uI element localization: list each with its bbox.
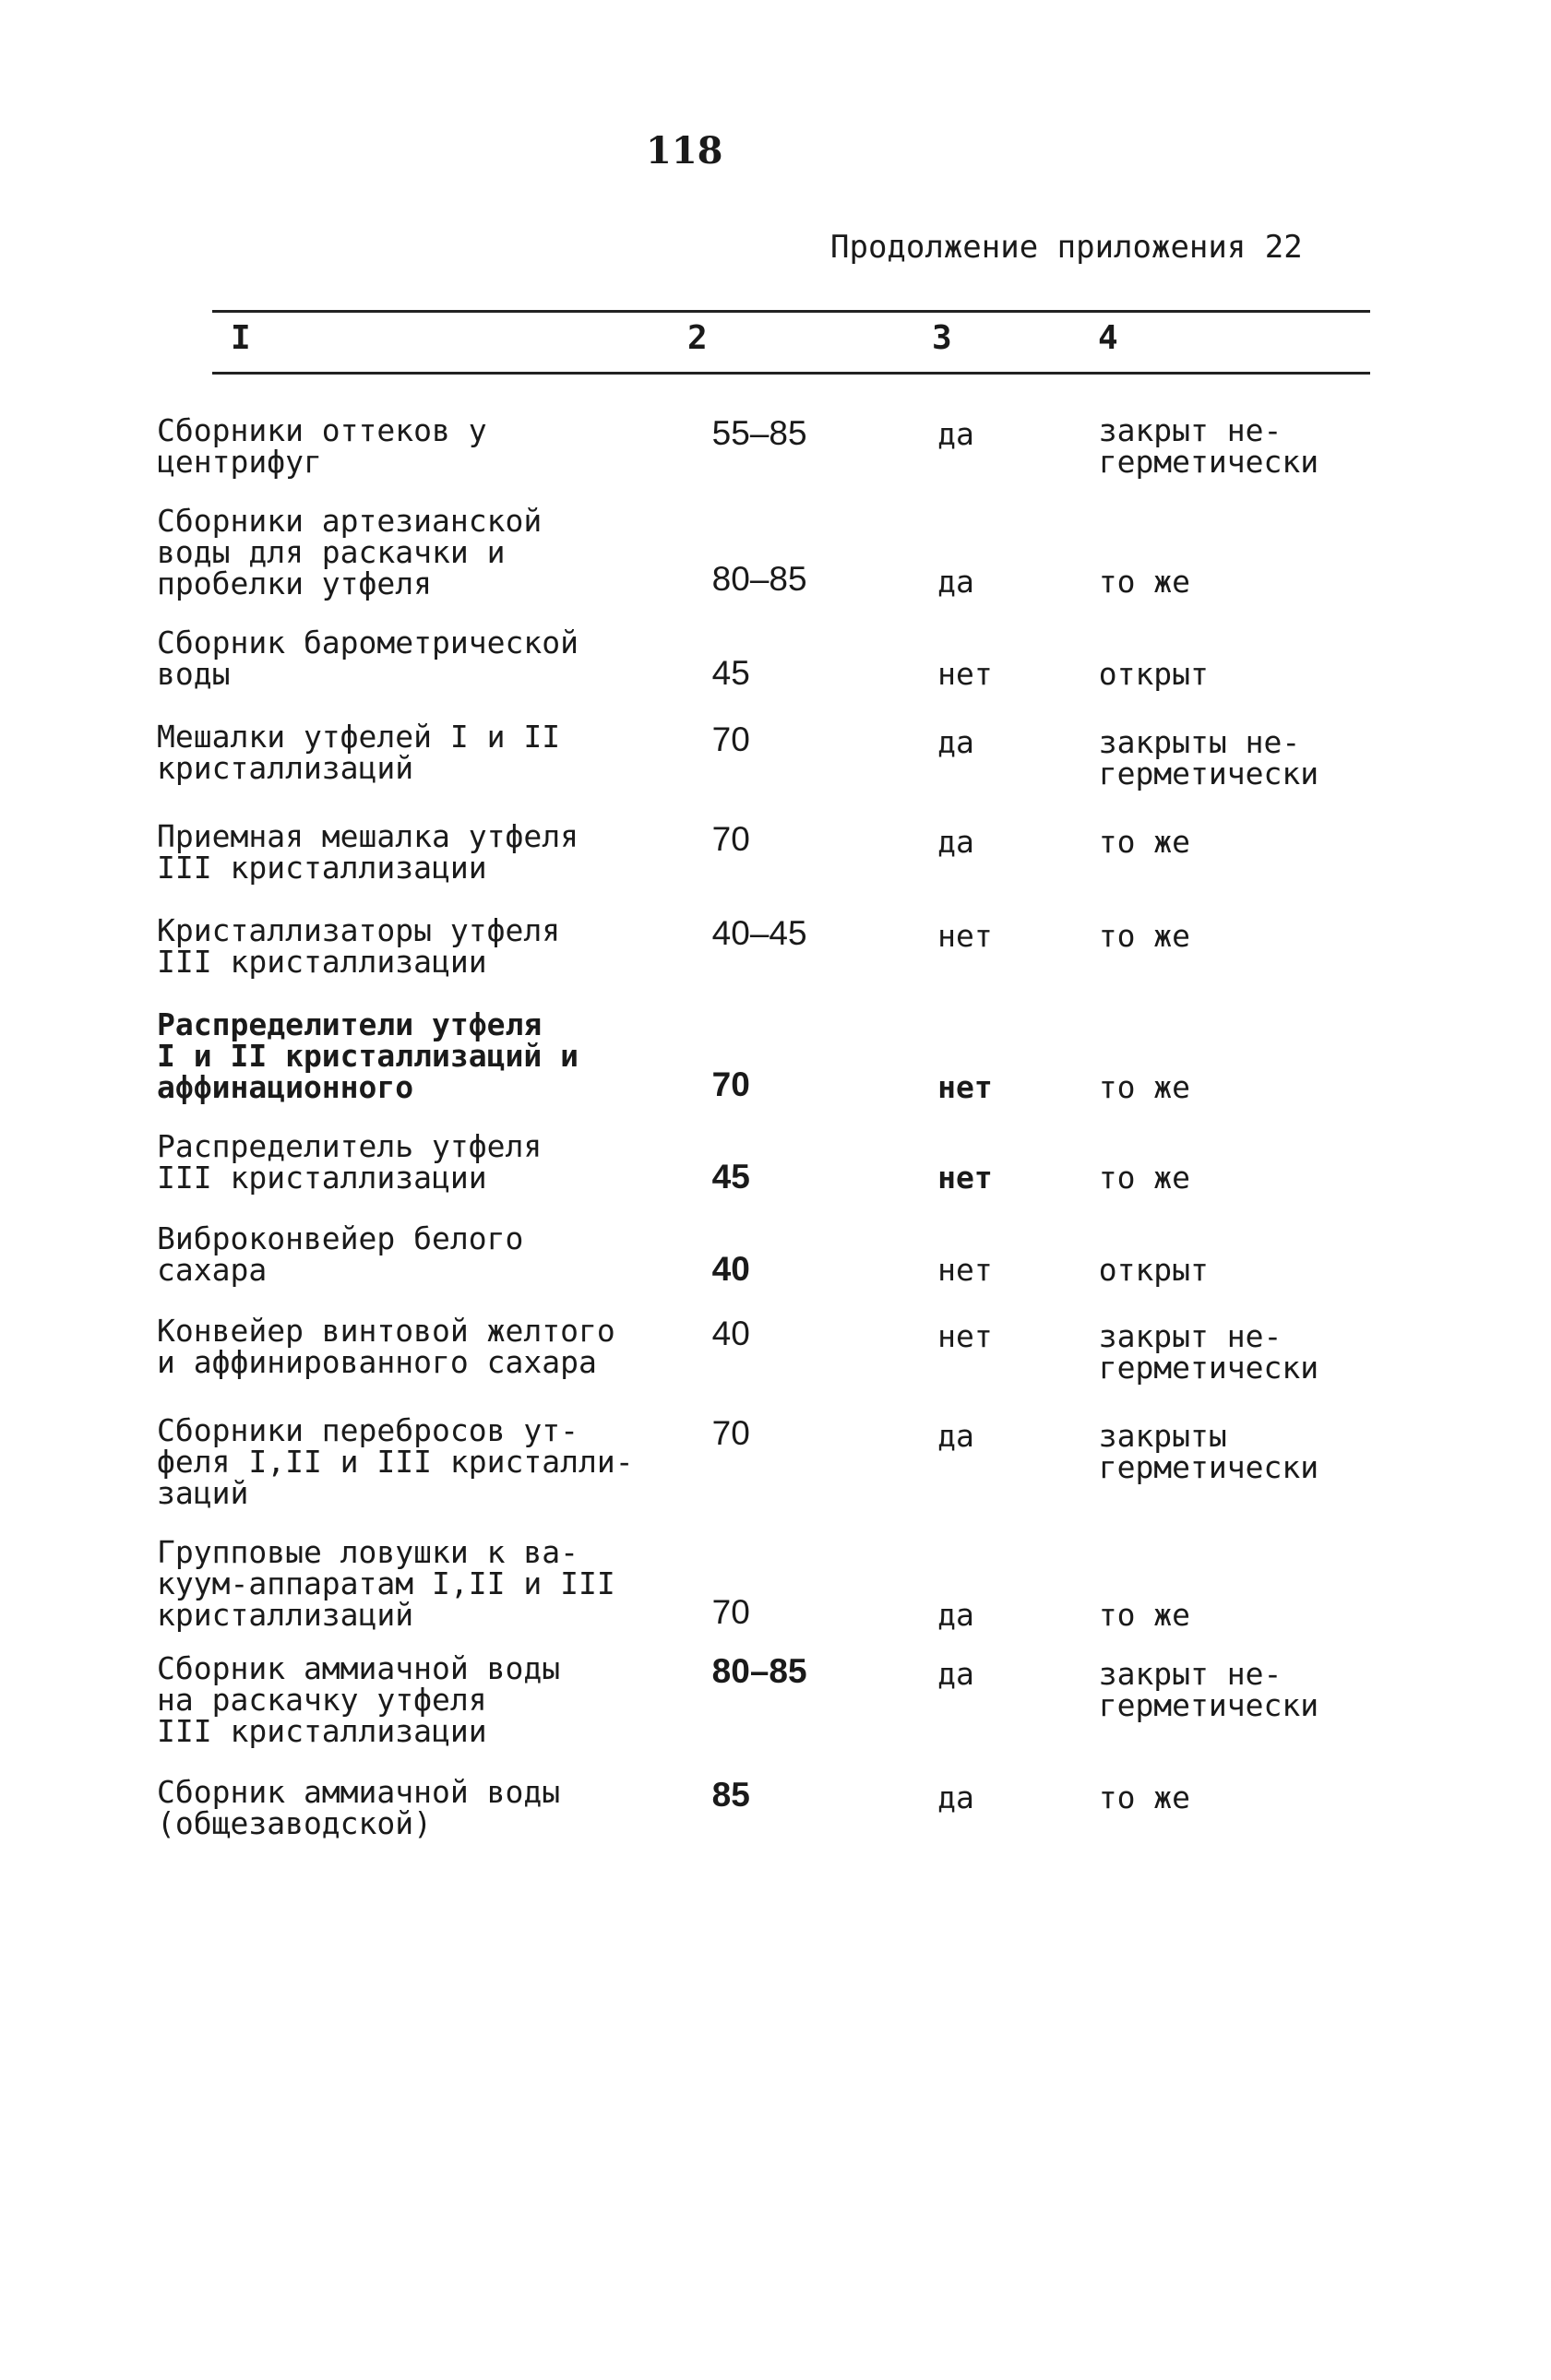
page-number: 118 <box>646 129 723 173</box>
item-note: то же <box>1098 918 1191 954</box>
item-temperature: 70 <box>711 720 750 758</box>
item-temperature: 80–85 <box>711 560 807 598</box>
item-name: Мешалки утфелей I и II кристаллизаций <box>157 719 561 786</box>
item-note: закрыт не- герметически <box>1098 1318 1319 1386</box>
item-note: открыт <box>1098 1252 1209 1288</box>
item-flag: нет <box>937 1318 993 1354</box>
item-name: Сборники артезианской воды для раскачки и пробелки утфеля <box>157 503 543 601</box>
item-flag: нет <box>937 656 993 692</box>
item-flag: да <box>937 416 974 452</box>
table-header-rule <box>212 372 1370 375</box>
column-header-1: I <box>231 319 251 357</box>
item-temperature: 70 <box>711 1414 750 1452</box>
table-row <box>157 912 1375 980</box>
table-row <box>157 1006 1375 1105</box>
item-note: закрыты герметически <box>1098 1418 1319 1485</box>
item-note: то же <box>1098 1597 1191 1633</box>
table-row <box>157 1128 1375 1196</box>
item-flag: да <box>937 1597 974 1633</box>
item-name: Распределитель утфеля III кристаллизации <box>157 1128 543 1196</box>
item-note: закрыт не- герметически <box>1098 1656 1319 1723</box>
table-row <box>157 503 1375 601</box>
continuation-title: Продолжение приложения 22 <box>830 229 1303 266</box>
item-flag: да <box>937 724 974 760</box>
item-temperature: 40 <box>711 1315 750 1352</box>
item-flag: да <box>937 824 974 860</box>
item-flag: нет <box>937 1069 993 1105</box>
item-name: Сборник аммиачной воды (общезаводской) <box>157 1774 561 1841</box>
item-name: Групповые ловушки к ва- куум-аппаратам I,II и III кристаллизаций <box>157 1534 615 1633</box>
item-note: то же <box>1098 1779 1191 1815</box>
item-temperature: 45 <box>711 654 750 692</box>
table-row <box>157 1534 1375 1633</box>
table-row <box>157 627 1375 692</box>
item-flag: нет <box>937 918 993 954</box>
table-top-rule <box>212 310 1370 313</box>
item-temperature: 40–45 <box>711 914 807 952</box>
item-temperature: 80–85 <box>711 1652 807 1690</box>
item-flag: да <box>937 1656 974 1692</box>
item-note: то же <box>1098 1160 1191 1196</box>
item-name: Приемная мешалка утфеля III кристаллизации <box>157 818 579 886</box>
item-note: то же <box>1098 564 1191 600</box>
item-note: закрыты не- герметически <box>1098 724 1319 791</box>
column-header-3: 3 <box>932 319 952 357</box>
item-temperature: 70 <box>711 820 750 858</box>
item-name: Сборники перебросов ут- феля I,II и III кристалли- заций <box>157 1412 634 1511</box>
item-note: то же <box>1098 1069 1191 1105</box>
table-row <box>157 1774 1375 1841</box>
item-flag: да <box>937 1418 974 1454</box>
item-name: Конвейер винтовой желтого и аффинированного сахара <box>157 1313 615 1380</box>
table-row <box>157 412 1375 480</box>
item-note: то же <box>1098 824 1191 860</box>
column-header-2: 2 <box>687 319 708 357</box>
column-header-4: 4 <box>1098 319 1118 357</box>
item-temperature: 45 <box>711 1158 750 1196</box>
item-flag: да <box>937 1779 974 1815</box>
item-name: Сборник барометрической воды <box>157 625 579 692</box>
item-note: закрыт не- герметически <box>1098 412 1319 480</box>
item-temperature: 70 <box>711 1593 750 1631</box>
table-row <box>157 1315 1375 1384</box>
item-flag: нет <box>937 1252 993 1288</box>
item-temperature: 70 <box>711 1065 750 1103</box>
item-flag: нет <box>937 1160 993 1196</box>
item-name: Сборник аммиачной воды на раскачку утфеля III кристаллизации <box>157 1650 561 1749</box>
data-table <box>157 397 1375 1839</box>
item-note: открыт <box>1098 656 1209 692</box>
item-name: Виброконвейер белого сахара <box>157 1220 524 1288</box>
item-name: Распределители утфеля I и II кристаллизаций и аффинационного <box>157 1006 579 1105</box>
item-flag: да <box>937 564 974 600</box>
table-row <box>157 1412 1375 1511</box>
item-temperature: 85 <box>711 1776 750 1814</box>
item-temperature: 40 <box>711 1250 750 1288</box>
table-row <box>157 1650 1375 1749</box>
item-temperature: 55–85 <box>711 414 807 452</box>
item-name: Кристаллизаторы утфеля III кристаллизации <box>157 912 561 980</box>
table-row <box>157 1220 1375 1288</box>
table-row <box>157 818 1375 886</box>
item-name: Сборники оттеков у центрифуг <box>157 412 487 480</box>
table-row <box>157 721 1375 790</box>
